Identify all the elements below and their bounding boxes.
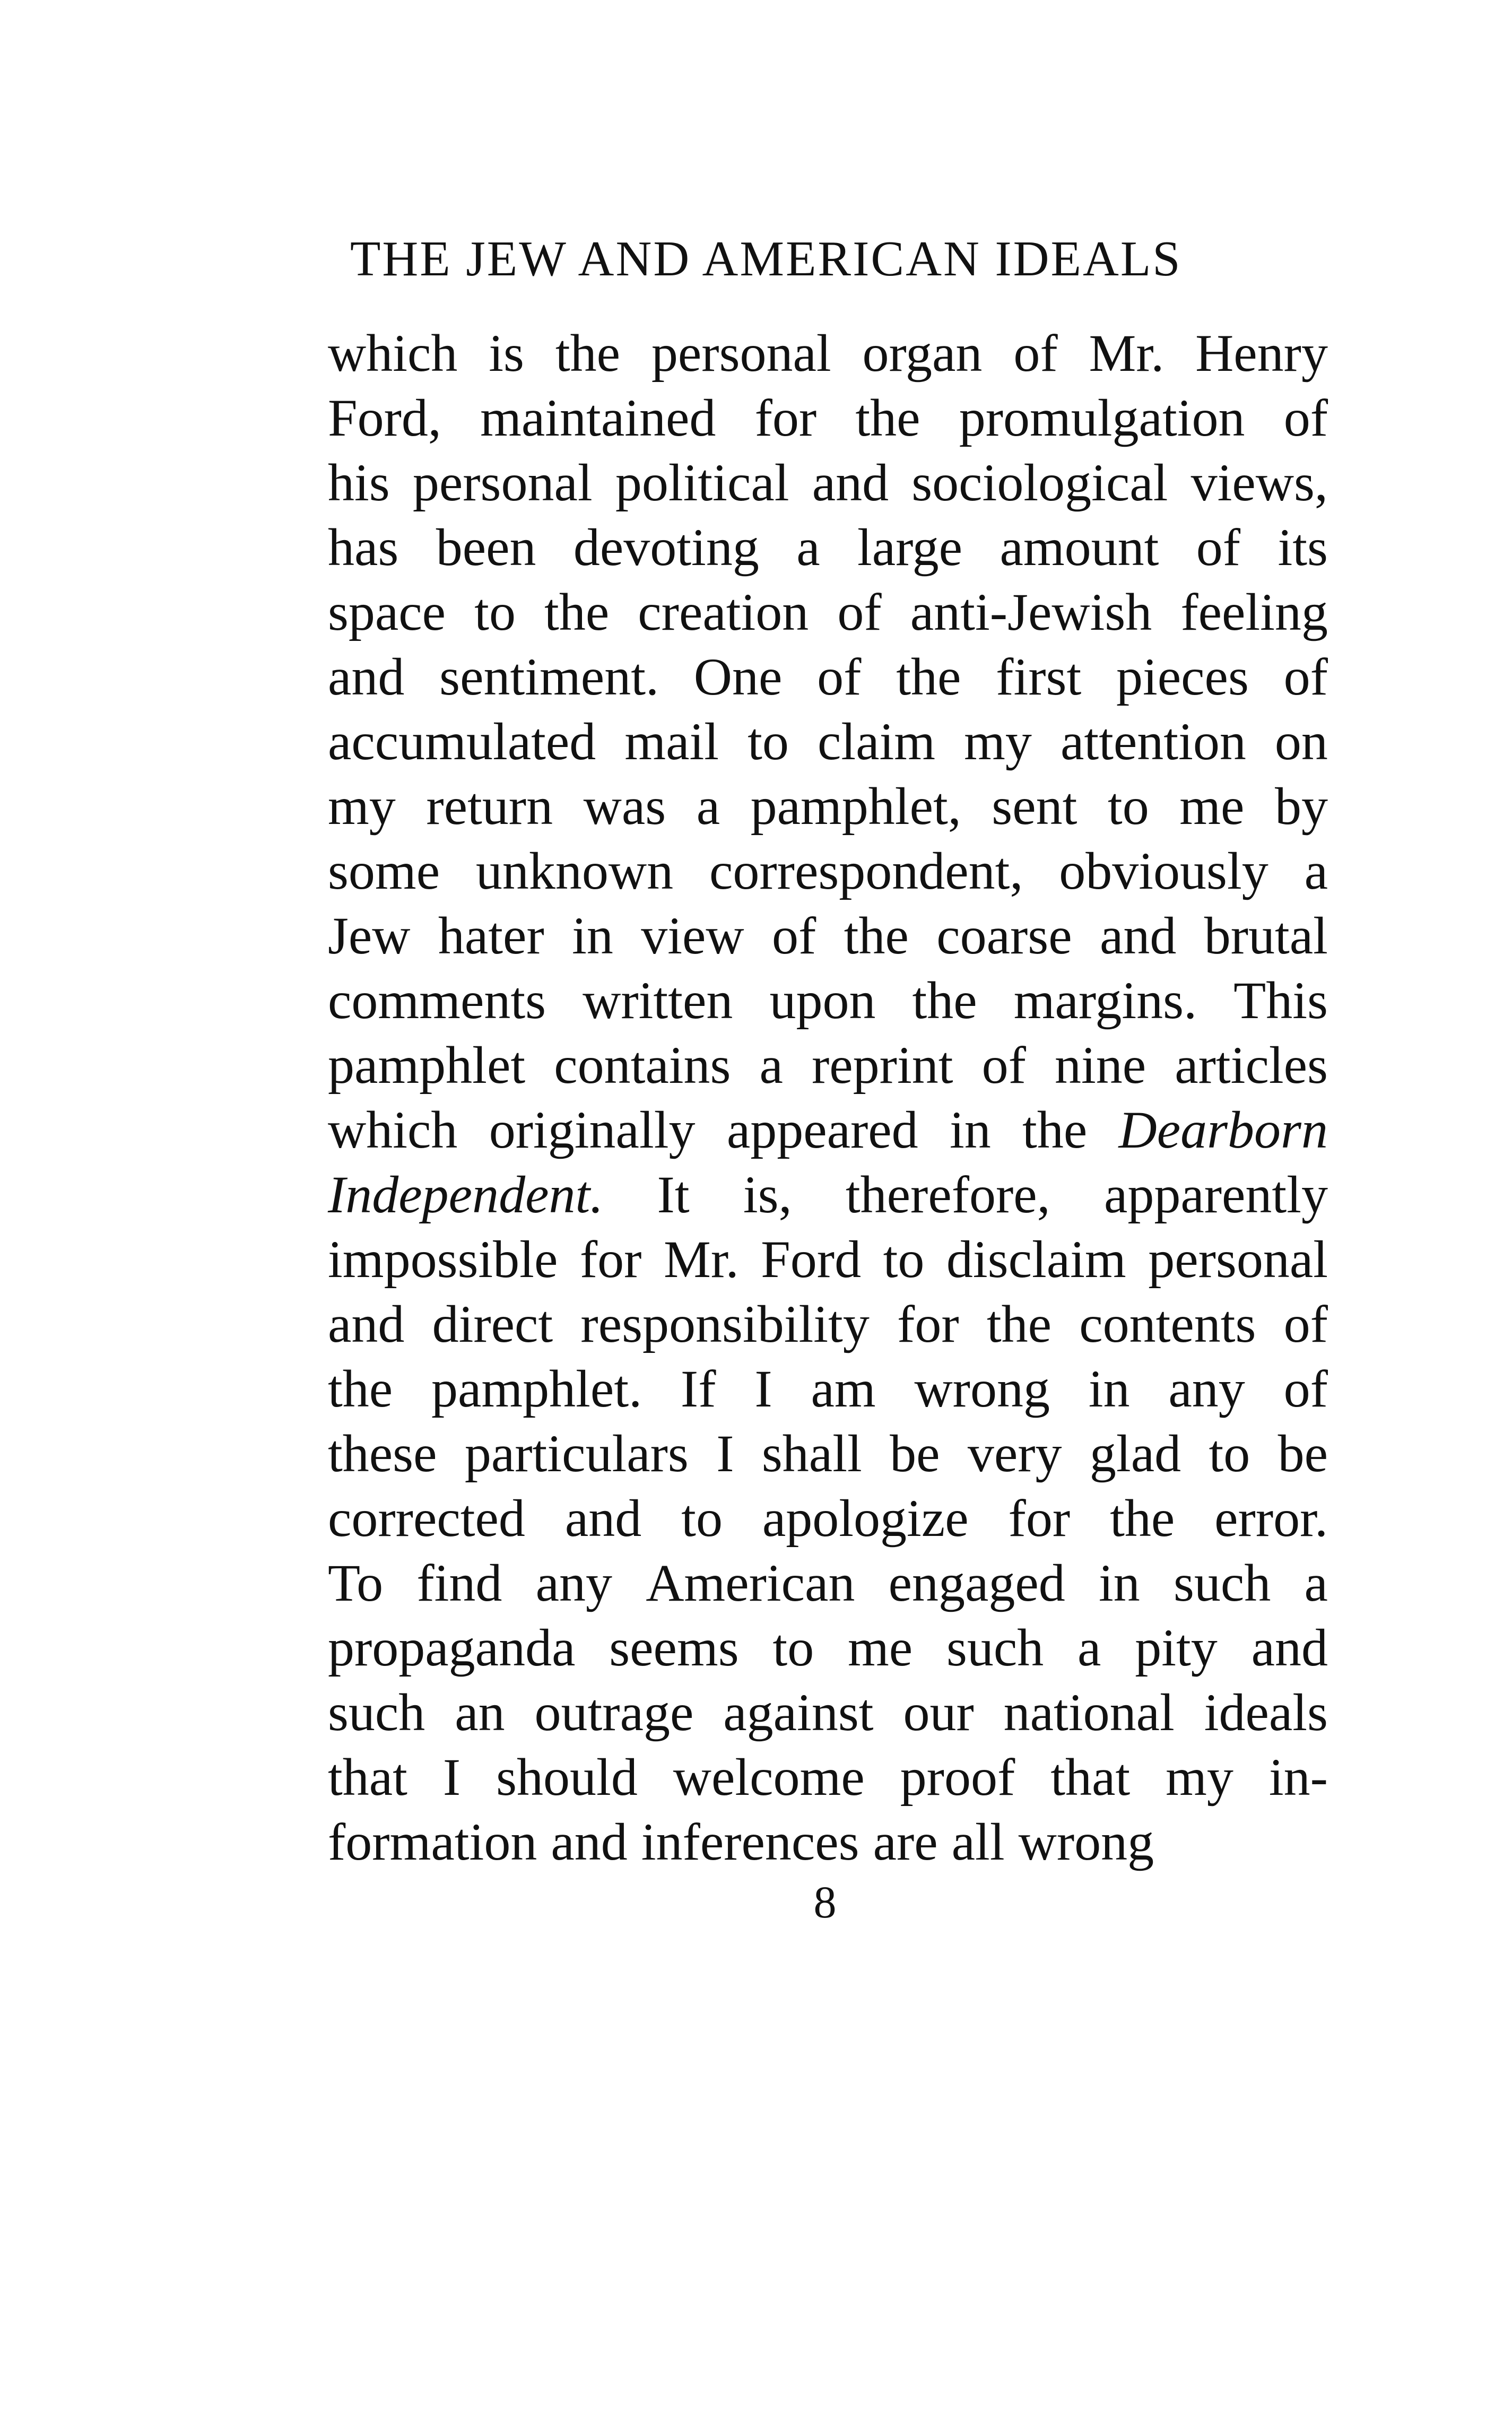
text-line: Jew hater in view of the coarse and brutal — [328, 906, 1328, 965]
text-line: pamphlet contains a reprint of nine articles — [328, 1036, 1328, 1095]
text-line: my return was a pamphlet, sent to me by — [328, 777, 1328, 836]
text-line: impossible for Mr. Ford to disclaim personal — [328, 1230, 1328, 1289]
text-line: his personal political and sociological views, — [328, 453, 1328, 512]
text-line: has been devoting a large amount of its — [328, 518, 1328, 577]
text-line: some unknown correspondent, obviously a — [328, 841, 1328, 900]
running-head: THE JEW AND AMERICAN IDEALS — [350, 231, 1182, 286]
text-line: propaganda seems to me such a pity and — [328, 1618, 1328, 1677]
text-line: these particulars I shall be very glad to be — [328, 1424, 1328, 1483]
text-line: and direct responsibility for the contents of — [328, 1295, 1328, 1353]
text-line: space to the creation of anti-Jewish feeling — [328, 583, 1328, 641]
text-line: comments written upon the margins. This — [328, 971, 1328, 1030]
text-line: To find any American engaged in such a — [328, 1553, 1328, 1612]
body-text — [328, 321, 1328, 1874]
text-line: corrected and to apologize for the error. — [328, 1489, 1328, 1548]
text-line: accumulated mail to claim my attention on — [328, 712, 1328, 771]
text-line: formation and inferences are all wrong — [328, 1812, 1154, 1871]
page-number: 8 — [813, 1877, 837, 1927]
text-line: such an outrage against our national ideals — [328, 1683, 1328, 1742]
text-line: which originally appeared in the Dearborn — [328, 1100, 1328, 1159]
text-line: and sentiment. One of the first pieces of — [328, 647, 1328, 706]
text-line: Ford, maintained for the promulgation of — [328, 388, 1328, 447]
text-line: Independent. It is, therefore, apparently — [328, 1165, 1328, 1224]
text-line: that I should welcome proof that my in- — [328, 1748, 1328, 1807]
text-line: which is the personal organ of Mr. Henry — [328, 324, 1328, 383]
text-line: the pamphlet. If I am wrong in any of — [328, 1359, 1328, 1418]
